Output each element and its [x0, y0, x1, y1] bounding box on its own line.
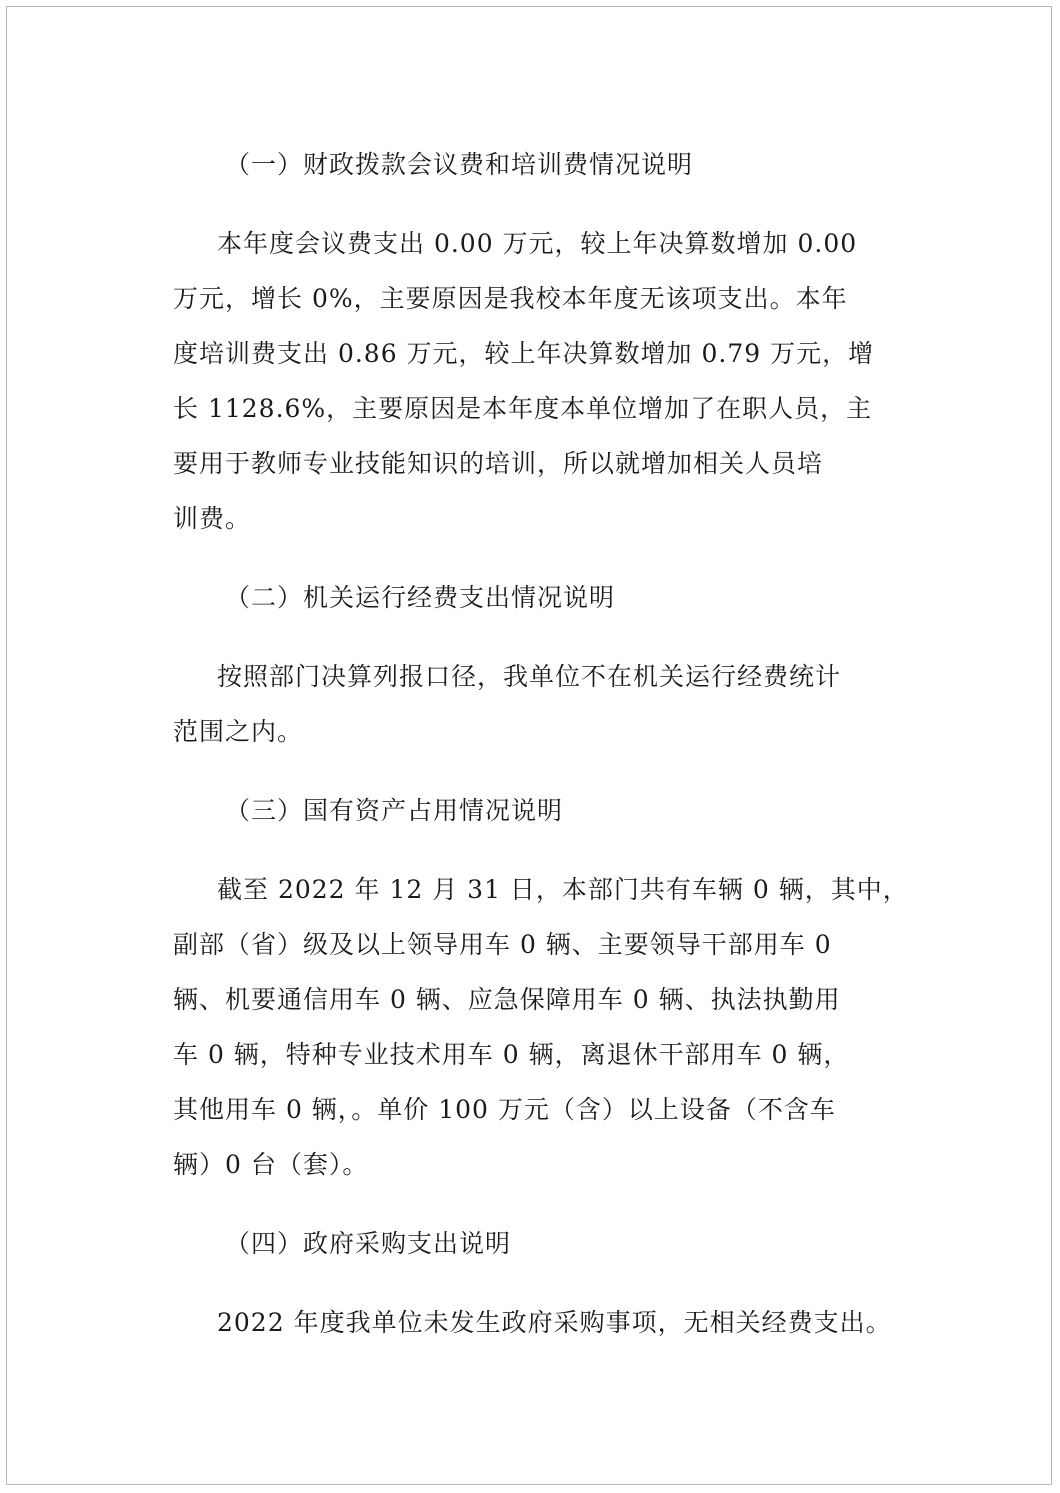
document-page: [6, 6, 1052, 1485]
paragraph-line: 范围之内。: [173, 717, 304, 746]
paragraph-line: 万元，增长 0%，主要原因是我校本年度无该项支出。本年: [173, 284, 848, 313]
paragraph-line: 度培训费支出 0.86 万元，较上年决算数增加 0.79 万元，增: [173, 339, 875, 368]
paragraph-line: 副部（省）级及以上领导用车 0 辆、主要领导干部用车 0: [173, 930, 832, 959]
section-heading-4: （四）政府采购支出说明: [225, 1229, 512, 1258]
paragraph-line: 本年度会议费支出 0.00 万元，较上年决算数增加 0.00: [217, 229, 858, 258]
paragraph-line: 训费。: [173, 504, 252, 533]
paragraph-line: 要用于教师专业技能知识的培训，所以就增加相关人员培: [173, 449, 824, 478]
document-body: [173, 137, 933, 1350]
paragraph-line: 按照部门决算列报口径，我单位不在机关运行经费统计: [217, 662, 842, 691]
paragraph-line: 车 0 辆，特种专业技术用车 0 辆，离退休干部用车 0 辆，: [173, 1040, 850, 1069]
paragraph-line: 辆、机要通信用车 0 辆、应急保障用车 0 辆、执法执勤用: [173, 985, 841, 1014]
paragraph-line: 2022 年度我单位未发生政府采购事项，无相关经费支出。: [217, 1308, 892, 1337]
section-heading-1: （一）财政拨款会议费和培训费情况说明: [225, 150, 694, 179]
section-heading-2: （二）机关运行经费支出情况说明: [225, 583, 616, 612]
paragraph-line: 辆）0 台（套）。: [173, 1150, 369, 1179]
section-heading-3: （三）国有资产占用情况说明: [225, 796, 564, 825]
paragraph-line: 长 1128.6%，主要原因是本年度本单位增加了在职人员，主: [173, 394, 873, 423]
paragraph-line: 截至 2022 年 12 月 31 日，本部门共有车辆 0 辆，其中，: [217, 875, 909, 904]
paragraph-line: 其他用车 0 辆，。单价 100 万元（含）以上设备（不含车: [173, 1095, 836, 1124]
